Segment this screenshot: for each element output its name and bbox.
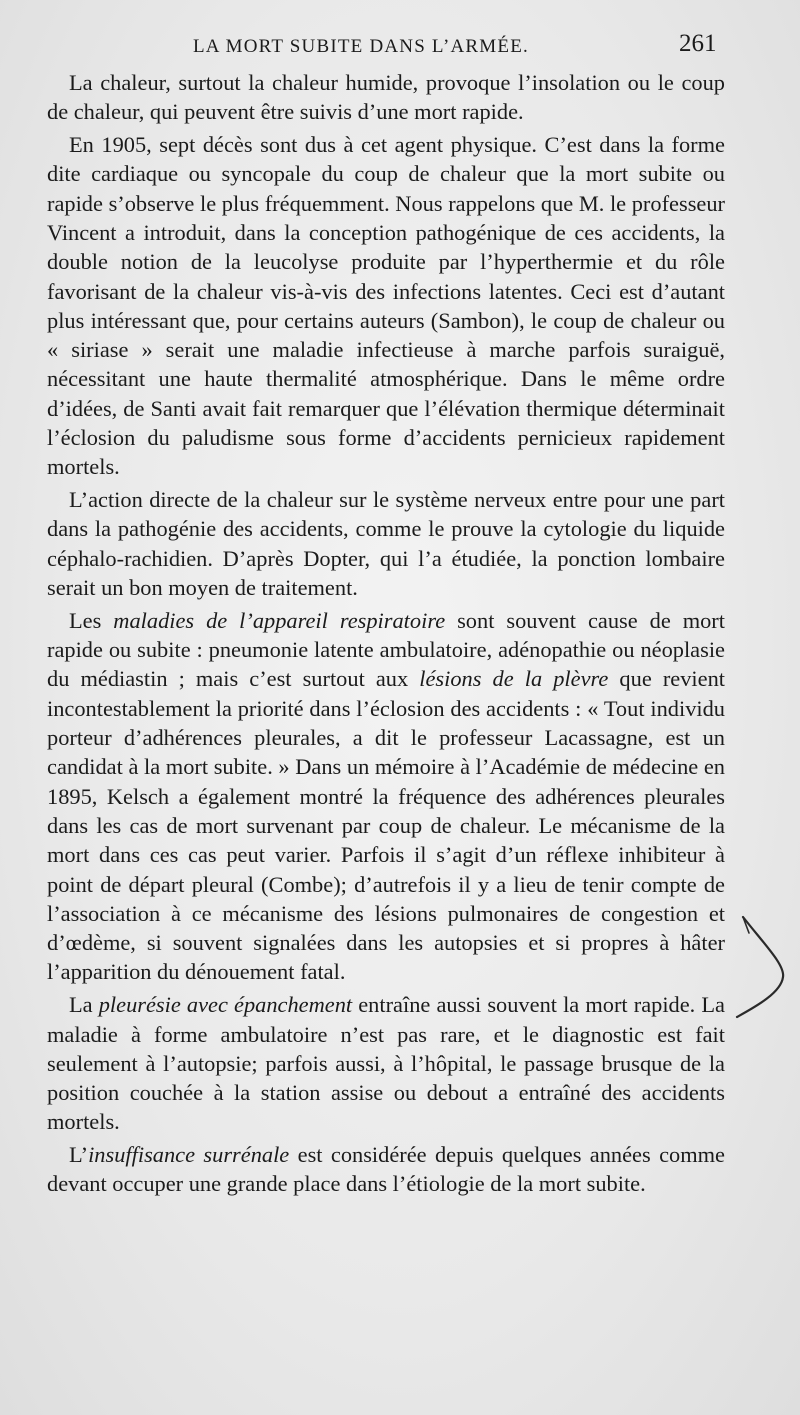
text-run: sont souvent cause de mort rapide ou subite : pneumonie latente ambulatoire, adénopathie ou néoplasie du médiastin ; mais c’est surtout aux	[47, 607, 725, 692]
text-run: Les	[69, 607, 114, 633]
paragraph	[47, 606, 725, 987]
text-run: est considérée depuis quelques années comme devant occuper une grande place dans l’étiologie de la mort subite.	[47, 1142, 725, 1197]
italic-term: lésions de la plèvre	[419, 666, 609, 692]
paragraph	[47, 68, 725, 127]
text-run: L’	[69, 1142, 89, 1168]
paragraph	[47, 130, 725, 482]
italic-term: maladies de l’appareil respiratoire	[113, 607, 446, 633]
text-run: La	[69, 992, 99, 1018]
italic-term: insuffisance surrénale	[88, 1142, 290, 1168]
page-number: 261	[679, 30, 717, 57]
italic-term: pleurésie avec épanchement	[98, 992, 353, 1018]
text-run: que revient incontestablement la priorité dans l’éclosion des accidents : « Tout individu porteur d’adhérences pleurales, a dit le professeur Lacassagne, est un candidat à la mort subite. » Dans un mémoire à l’Académie de médecine en 1895, Kelsch a également montré la fréquence des adhérences pleurales dans les cas de mort survenant par coup de chaleur. Le mécanisme de la mort dans ces cas peut varier. Parfois il s’agit d’un réflexe inhibiteur à point de départ pleural (Combe); d’autrefois il y a lieu de tenir compte de l’association à ce mécanisme des lésions pulmonaires de congestion et d’œdème, si souvent signalées dans les autopsies et si propres à hâter l’apparition du dénouement fatal.	[47, 666, 725, 985]
page-header	[0, 30, 800, 62]
text-run: En 1905, sept décès sont dus à cet agent physique. C’est dans la forme dite cardiaque ou syncopale du coup de chaleur que la mort subite ou rapide s’observe le plus fréquemment. Nous rappelons que M. le professeur Vincent a introduit, dans la conception pathogénique de ces accidents, la double notion de la leucolyse produite par l’hyperthermie et du rôle favorisant de la chaleur vis-à-vis des infections latentes. Ceci est d’autant plus intéressant que, pour certains auteurs (Sambon), le coup de chaleur ou « siriase » serait une maladie infectieuse à marche parfois suraiguë, nécessitant une haute thermalité atmosphérique. Dans le même ordre d’idées, de Santi avait fait remarquer que l’élévation thermique déterminait l’éclosion du paludisme sous forme d’accidents pernicieux rapidement mortels.	[47, 132, 725, 480]
text-run: L’action directe de la chaleur sur le système nerveux entre pour une part dans la pathogénie des accidents, comme le prouve la cytologie du liquide céphalo-rachidien. D’après Dopter, qui l’a étudiée, la ponction lombaire serait un bon moyen de traitement.	[47, 487, 725, 601]
body-text	[47, 68, 725, 1202]
text-run: entraîne aussi souvent la mort rapide. La maladie à forme ambulatoire n’est pas rare, et le diagnostic est fait seulement à l’autopsie; parfois aussi, à l’hôpital, le passage brusque de la position couchée à la station assise ou debout a entraîné des accidents mortels.	[47, 992, 725, 1135]
paragraph	[47, 990, 725, 1136]
handwritten-bracket-mark	[735, 905, 795, 1025]
paragraph	[47, 1140, 725, 1199]
paragraph	[47, 485, 725, 602]
text-run: La chaleur, surtout la chaleur humide, provoque l’insolation ou le coup de chaleur, qui peuvent être suivis d’une mort rapide.	[47, 70, 725, 125]
running-head: LA MORT SUBITE DANS L’ARMÉE.	[193, 36, 529, 57]
